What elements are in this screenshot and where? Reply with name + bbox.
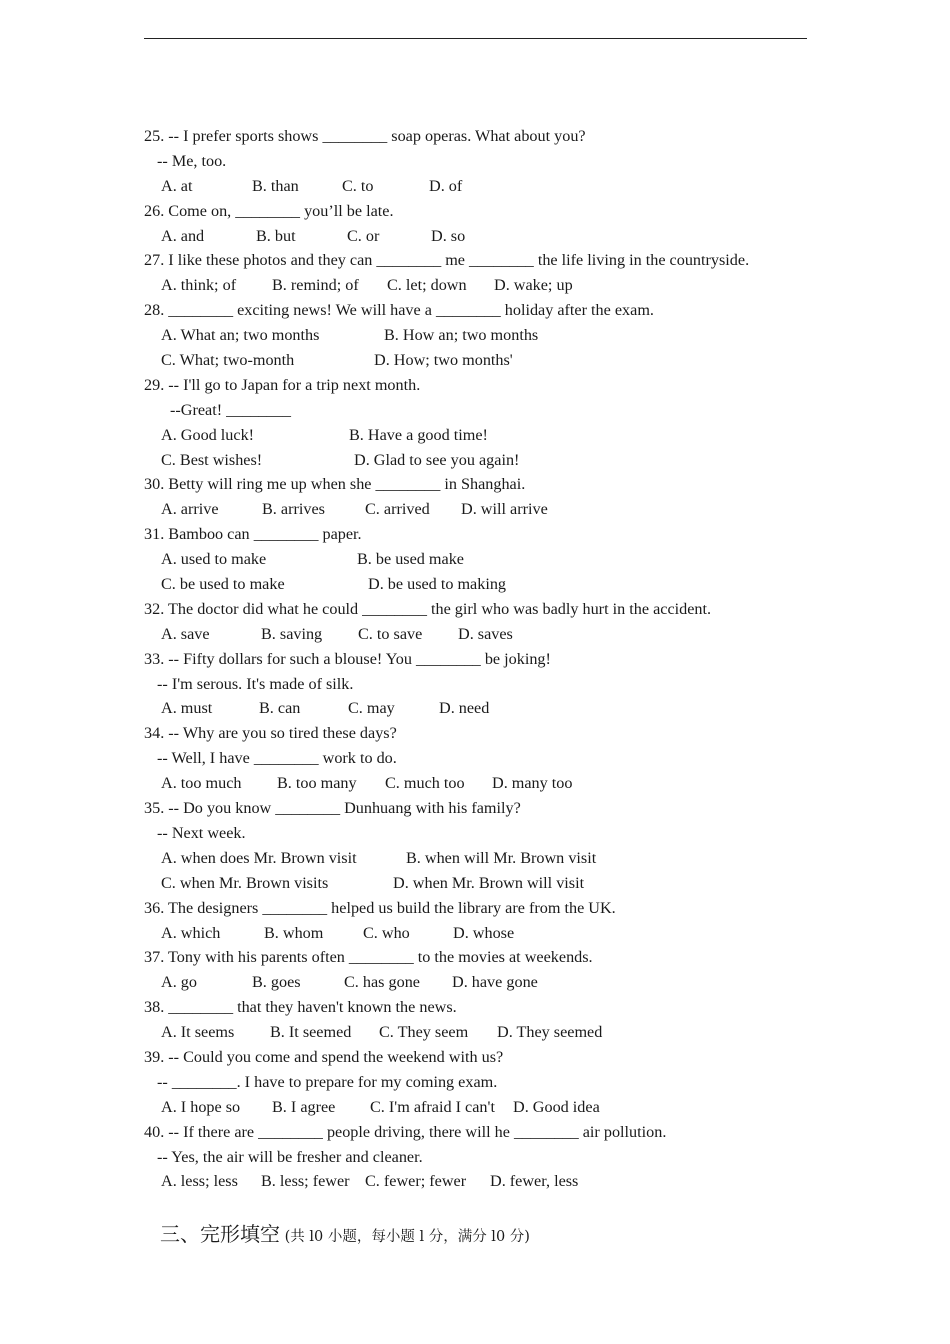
option: D. How; two months' <box>374 351 513 370</box>
option: A. arrive <box>161 500 219 519</box>
question-stem: 31. Bamboo can ________ paper. <box>144 525 362 544</box>
option: D. be used to making <box>368 575 507 594</box>
option-row <box>144 622 824 647</box>
option: B. I agree <box>272 1097 336 1116</box>
option: D. need <box>439 699 490 718</box>
option: A. at <box>161 176 193 195</box>
question-reply: -- I'm serous. It's made of silk. <box>157 674 354 693</box>
option: B. How an; two months <box>384 326 539 345</box>
option: D. many too <box>492 774 573 793</box>
option: B. too many <box>277 774 357 793</box>
question-reply: --Great! ________ <box>170 400 291 419</box>
option: C. They seem <box>379 1023 469 1042</box>
option: D. Good idea <box>513 1097 600 1116</box>
option-row <box>144 273 824 298</box>
question-stem: 29. -- I'll go to Japan for a trip next month. <box>144 375 421 394</box>
option: A. too much <box>161 774 242 793</box>
question-stem: 32. The doctor did what he could ________ the girl who was badly hurt in the accident. <box>144 599 712 618</box>
option: B. remind; of <box>272 276 359 295</box>
option-row <box>144 1169 824 1194</box>
section-title: 三、完形填空 <box>160 1222 280 1247</box>
option: A. less; less <box>161 1172 238 1191</box>
option: C. may <box>348 699 395 718</box>
option-row <box>144 448 824 473</box>
question-stem: 39. -- Could you come and spend the weekend with us? <box>144 1047 504 1066</box>
option-row <box>144 1095 824 1120</box>
section-heading <box>144 1195 824 1247</box>
option-row <box>144 970 824 995</box>
option: C. to <box>342 176 374 195</box>
option: A. go <box>161 973 197 992</box>
question-reply: -- Me, too. <box>157 151 227 170</box>
option: C. Best wishes! <box>161 450 263 469</box>
question-stem: 40. -- If there are ________ people driving, there will he ________ air pollution. <box>144 1122 667 1141</box>
option-row <box>144 224 824 249</box>
option: B. arrives <box>262 500 325 519</box>
option: A. when does Mr. Brown visit <box>161 848 357 867</box>
option: A. I hope so <box>161 1097 241 1116</box>
section-note: (共 l0 小题，每小题 l 分，满分 l0 分) <box>280 1229 530 1246</box>
question-stem: 33. -- Fifty dollars for such a blouse! You ________ be joking! <box>144 649 551 668</box>
option: A. Good luck! <box>161 425 255 444</box>
header-rule <box>144 38 807 39</box>
option: B. Have a good time! <box>349 425 488 444</box>
option: D. when Mr. Brown will visit <box>393 873 585 892</box>
option-row <box>144 348 824 373</box>
option: D. of <box>429 176 463 195</box>
option: D. wake; up <box>494 276 573 295</box>
question-stem: 35. -- Do you know ________ Dunhuang with his family? <box>144 799 521 818</box>
option: C. when Mr. Brown visits <box>161 873 329 892</box>
option: A. think; of <box>161 276 237 295</box>
option: B. It seemed <box>270 1023 352 1042</box>
question-stem: 25. -- I prefer sports shows ________ soap operas. What about you? <box>144 127 586 145</box>
question-stem: 26. Come on, ________ you’ll be late. <box>144 201 394 220</box>
option: C. let; down <box>387 276 467 295</box>
question-reply: -- Well, I have ________ work to do. <box>157 749 397 768</box>
option: C. or <box>347 226 380 245</box>
option-row <box>144 871 824 896</box>
option-row <box>144 1020 824 1045</box>
option: B. but <box>256 226 296 245</box>
option: D. fewer, less <box>490 1172 579 1191</box>
option: A. save <box>161 624 210 643</box>
question-stem: 28. ________ exciting news! We will have a ________ holiday after the exam. <box>144 301 654 320</box>
question-reply: -- Yes, the air will be fresher and cleaner. <box>157 1147 423 1166</box>
option-row <box>144 921 824 946</box>
option: C. fewer; fewer <box>365 1172 467 1191</box>
option: A. What an; two months <box>161 326 320 345</box>
question-stem: 30. Betty will ring me up when she ________ in Shanghai. <box>144 475 526 494</box>
option: B. be used make <box>357 550 464 569</box>
option: C. has gone <box>344 973 420 992</box>
option: D. so <box>431 226 466 245</box>
option: A. and <box>161 226 205 245</box>
option-row <box>144 846 824 871</box>
option: D. They seemed <box>497 1023 603 1042</box>
option: A. must <box>161 699 213 718</box>
question-reply: -- Next week. <box>157 823 246 842</box>
option: C. be used to make <box>161 575 285 594</box>
option: D. have gone <box>452 973 538 992</box>
option-row <box>144 497 824 522</box>
option-row <box>144 174 824 199</box>
option: C. to save <box>358 624 423 643</box>
option-row <box>144 771 824 796</box>
question-stem: 27. I like these photos and they can ________ me ________ the life living in the countryside. <box>144 251 750 270</box>
option-row <box>144 696 824 721</box>
option-row <box>144 572 824 597</box>
option: B. when will Mr. Brown visit <box>406 848 597 867</box>
option: C. arrived <box>365 500 430 519</box>
option: D. whose <box>453 923 515 942</box>
question-stem: 36. The designers ________ helped us build the library are from the UK. <box>144 898 616 917</box>
option: D. saves <box>458 624 513 643</box>
option: B. goes <box>252 973 301 992</box>
option: A. which <box>161 923 221 942</box>
option: A. It seems <box>161 1023 235 1042</box>
option: B. saving <box>261 624 323 643</box>
option: B. whom <box>264 923 324 942</box>
option: D. Glad to see you again! <box>354 450 520 469</box>
option: C. What; two-month <box>161 351 295 370</box>
option: B. can <box>259 699 301 718</box>
option-row <box>144 423 824 448</box>
option-row <box>144 323 824 348</box>
question-stem: 34. -- Why are you so tired these days? <box>144 724 397 743</box>
option: C. much too <box>385 774 465 793</box>
option: D. will arrive <box>461 500 548 519</box>
question-reply: -- ________. I have to prepare for my coming exam. <box>157 1072 498 1091</box>
option: C. who <box>363 923 410 942</box>
exam-content <box>144 124 824 1247</box>
option-row <box>144 547 824 572</box>
option: B. than <box>252 176 299 195</box>
option: C. I'm afraid I can't <box>370 1097 495 1116</box>
question-stem: 38. ________ that they haven't known the news. <box>144 998 457 1017</box>
question-stem: 37. Tony with his parents often ________ to the movies at weekends. <box>144 948 593 967</box>
option: A. used to make <box>161 550 267 569</box>
option: B. less; fewer <box>261 1172 350 1191</box>
